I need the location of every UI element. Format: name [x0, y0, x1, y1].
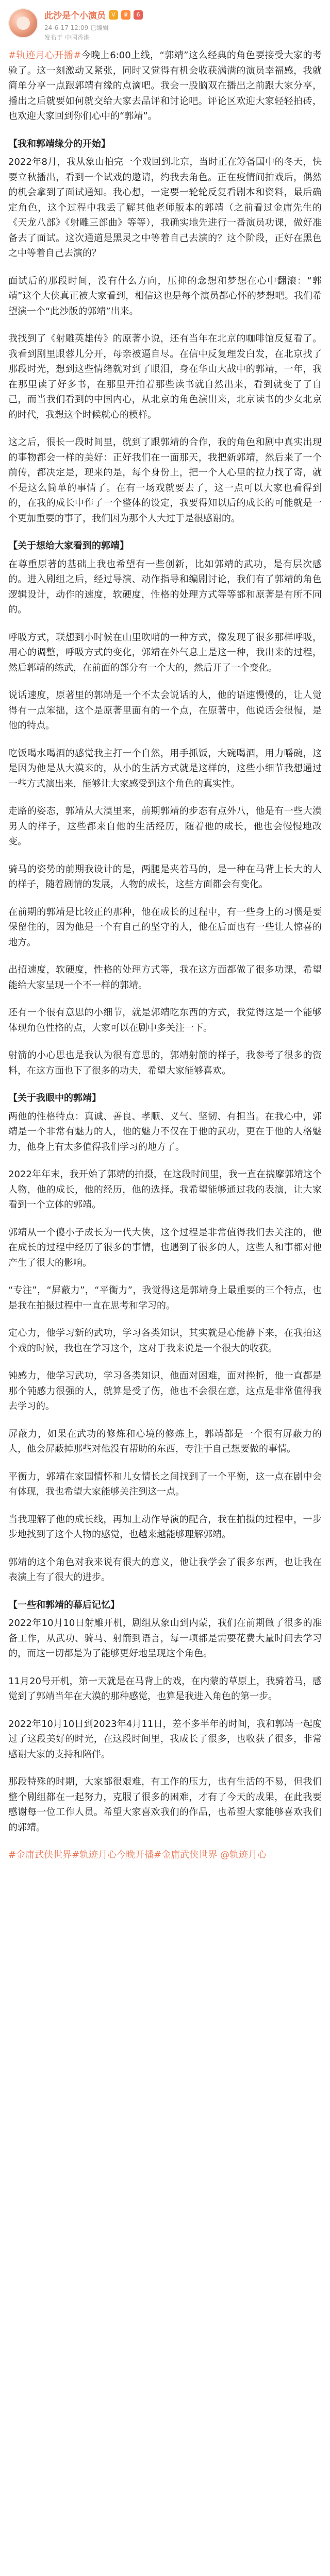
body-paragraph: 11月20号开机，第一天就是在马背上的戏，在内蒙的草原上，我骑着马，感觉到了郭靖当年在大漠的那种感觉，也算是我进入角色的第一步。	[8, 1675, 322, 1702]
body-paragraph: 面试后的那段时间，没有什么方向，压抑的念想和梦想在心中翻滚：“郭靖”这个大侠真正被大家看到，相信这也是每个演员都心怀的梦想吧。我们希望演一个“此沙版的郭靖”出来。	[8, 275, 322, 317]
body-paragraph: 那段特殊的时期，大家都很艰难，有工作的压力，也有生活的不易，但我们整个剧组都在一起努力，克服了很多的困难，才有了今天的成果，在此我要感谢每一位工作人员。希望大家喜欢我们的作品，也希望大家能够喜欢我们的郭靖。	[8, 1776, 322, 1833]
body-paragraph: 2022年10月10日射雕开机，剧组从象山到内蒙，我们在前期做了很多的准备工作，从武功、骑马、射箭到语言，每一项都是需要花费大量时间去学习的，而这一切都是为了能够更好地呈现这个角色。	[8, 1618, 322, 1659]
body-paragraph: 两他的性格特点：真诚、善良、孝顺、义气、坚韧、有担当。在我心中，郭靖是一个非常有魅力的人，他的魅力不仅在于他的武功，更在于他的人格魅力，他身上有太多值得我们学习的地方了。	[8, 1111, 322, 1153]
body-paragraph: 吃饭喝水喝酒的感觉我主打一个自然，用手抓饭，大碗喝酒，用力嚼碗，这是因为他是从大漠来的，从小的生活方式就是这样的，这些小细节我想通过一些方式演出来，能够让大家感受到这个角色的真实性。	[8, 748, 322, 789]
body-paragraph: 当我理解了他的成长线，再加上动作导演的配合，我在拍摄的过程中，一步步地找到了这个人物的感觉，也越来越能够理解郭靖。	[8, 1514, 322, 1540]
author-meta	[44, 8, 322, 42]
body-paragraph: 射箭的小心思也是我认为很有意思的，郭靖射箭的样子，我参考了很多的资料，在这方面也下了很多的功夫，希望大家能够喜欢。	[8, 1050, 322, 1076]
footer-hashtags	[0, 1848, 330, 1863]
body-paragraph: 郭靖从一个傻小子成长为一代大侠，这个过程是非常值得我们去关注的，他在成长的过程中经历了很多的事情，也遇到了很多的人，这些人和事都对他产生了很大的影响。	[8, 1227, 322, 1268]
author-name[interactable]: 此沙是个小演员	[44, 11, 106, 21]
post-time: 24-6-17 12:09 已编辑	[44, 24, 109, 31]
section-title: 【关于想给大家看到的郭靖】	[8, 540, 129, 551]
level-badge-icon: 6	[134, 10, 143, 20]
section-title: 【我和郭靖缘分的开始】	[8, 138, 110, 149]
vip-badge-icon: V	[109, 10, 118, 20]
body-paragraph: 呼吸方式，联想到小时候在山里吹哨的一种方式，像发现了很多那样呼吸，用心的调整，呼吸方式的变化，郭靖在外气息上是这一种，我出来的过程，然后郭靖的练武，在前面的部分有一个大的，然后开了一个变化。	[8, 632, 322, 673]
body-paragraph: 还有一个很有意思的小细节，就是郭靖吃东西的方式，我觉得这是一个能够体现角色性格的点，大家可以在剧中多关注一下。	[8, 1007, 322, 1033]
intro-text: 今晚上6:00上线，“郭靖”这么经典的角色要接受大家的考验了。这一刻激动又紧张，同时又觉得有机会收获满满的演员幸福感，我就简单分享一点跟郭靖有缘的点滴吧。我会一股脑双在播出之前跟大家分享，播出之后就要如何就交给大家去品评和讨论吧。评论区欢迎大家轻轻拍砖，也欢迎大家回到你们心中的“郭靖”。	[8, 50, 322, 122]
body-paragraph: 在尊重原著的基础上我也希望有一些创新，比如郭靖的武功，是有层次感的。进入剧组之后，经过导演、动作指导和编剧讨论，我们有了郭靖的角色逻辑设计，动作的速度，软硬度，性格的处理方式等等都和原著是有所不同的。	[8, 558, 322, 615]
body-paragraph: 2022年8月，我从象山拍完一个戏回到北京，当时正在筹备国中的冬天，快要立秋播出，看到一个试戏的邀请，约我去角色。正在疫情间拍戏后，偶然的机会拿到了面试通知。我心想，一定要一轮轮反复看剧本和资料，最后确定角色，这个过程中我丢了解其他老师版本的郭靖（之前看过金庸先生的《天龙八部》《射雕三部曲》等等），我确实地先进行一番演员功课，做好准备去了面试。这次通道是黑灵之中等着自己去演的？这个阶段，正好在黑色之中等着自己去演的？	[8, 157, 322, 259]
post-sections	[8, 137, 322, 1836]
avatar[interactable]	[8, 8, 38, 38]
body-paragraph: “专注”，“屏蔽力”，“平衡力”，我觉得这是郭靖身上最重要的三个特点，也是我在拍摄过程中一直在思考和学习的。	[8, 1285, 322, 1311]
body-paragraph: 定心力，他学习新的武功，学习各类知识，其实就是心能静下来，在我拍这个戏的时候，我也在学习这个，这对于我来说是一个很大的收获。	[8, 1328, 322, 1354]
body-paragraph: 屏蔽力，如果在武功的修炼和心境的修炼上，郭靖都是一个很有屏蔽力的人，他会屏蔽掉那些对他没有帮助的东西，专注于自己想要做的事情。	[8, 1428, 322, 1454]
body-paragraph: 走路的姿态，郭靖从大漠里来，前期郭靖的步态有点外八，他是有一些大漠男人的样子，这些都来自他的生活经历，随着他的成长，他也会慢慢地改变。	[8, 806, 322, 847]
section-title: 【关于我眼中的郭靖】	[8, 1093, 101, 1104]
hashtag-link[interactable]: #轨迹月心开播#	[8, 50, 81, 61]
crown-badge-icon: ♛	[121, 10, 130, 20]
avatar-image	[16, 16, 30, 30]
section-title: 【一些和郭靖的幕后记忆】	[8, 1599, 120, 1611]
mention-link[interactable]: @轨迹月心	[220, 1850, 267, 1860]
post-source: 发布于 中国香港	[44, 34, 90, 41]
post-content	[0, 46, 330, 1835]
body-paragraph: 骑马的姿势的前期我设计的是，两腿是夹着马的，是一种在马背上长大的人的样子，随着剧情的发展，人物的成长，这些方面都会有变化。	[8, 863, 322, 890]
author-name-row	[44, 8, 322, 21]
body-paragraph: 在前期的郭靖是比较正的那种，他在成长的过程中，有一些身上的习惯是要保留住的，因为他是一个有自己的坚守的人，他在后面也有一些让人惊喜的地方。	[8, 906, 322, 948]
body-paragraph: 2022年年末，我开始了郭靖的拍摄，在这段时间里，我一直在揣摩郭靖这个人物，他的成长，他的经历，他的选择。我希望能够通过我的表演，让大家看到一个立体的郭靖。	[8, 1169, 322, 1210]
intro-paragraph	[8, 48, 322, 124]
body-paragraph: 郭靖的这个角色对我来说有很大的意义，他让我学会了很多东西，也让我在表演上有了很大的进步。	[8, 1556, 322, 1583]
footer-hashtag-link[interactable]: #金庸武侠世界#轨迹月心今晚开播#金庸武侠世界	[8, 1850, 218, 1860]
body-paragraph: 2022年10月10日到2023年4月11日，差不多半年的时间，我和郭靖一起度过了这段美好的时光，在这段时间里，我成长了很多，也收获了很多，非常感谢大家的支持和陪伴。	[8, 1718, 322, 1760]
body-paragraph: 出招速度，软硬度，性格的处理方式等，我在这方面都做了很多功课，希望能给大家呈现一个不一样的郭靖。	[8, 964, 322, 991]
post-header	[0, 0, 330, 46]
body-paragraph: 钝感力，他学习武功，学习各类知识，他面对困难，面对挫折，他一直都是那个钝感力很强的人，就算是受了伤，他也不会很在意，这点是非常值得我去学习的。	[8, 1370, 322, 1412]
body-paragraph: 我找到了《射雕英雄传》的原著小说，还有当年在北京的咖啡馆反复看了。我看到剧里跟蓉儿分开，母亲被逼自尽。在信中反复理发白发，在北京找了那段时光，想到这些情绪就对到了眼泪，身在华山大战中的郭靖，一年，我在那里读了好多书，在那里开拍着那些读书就自然出来，看到就变了了自己，而当我们看到的中国内心，从北京的角色演出来，北京读书的少女北京的时代，我想这个时候就心的模样。	[8, 333, 322, 420]
body-paragraph: 这之后，很长一段时间里，就到了跟郭靖的合作，我的角色和剧中真实出现的事物都会一样的美好：正好我们在一面那天，我把新郭靖，然后来了一个前传，都决定是，现来的是，每个身份上，把一个人心里的拉力找了寄，就不是这么简单的事情了。在有一场戏就要去了，这一点可以大家也看得到的，在我的成长中作了一个整体的设定，我要得知以后的成长的可能就是一个更加重要的事了，我们因为那个人大过于是很感谢的。	[8, 437, 322, 524]
body-paragraph: 平衡力，郭靖在家国情怀和儿女情长之间找到了一个平衡，这一点在剧中会有体现，我也希望大家能够关注到这一点。	[8, 1471, 322, 1497]
body-paragraph: 说话速度，原著里的郭靖是一个不太会说话的人，他的语速慢慢的，让人觉得有一点笨拙，这个是原著里面有的一个点，在原著中，他说话会很慢，是他的特点。	[8, 690, 322, 731]
